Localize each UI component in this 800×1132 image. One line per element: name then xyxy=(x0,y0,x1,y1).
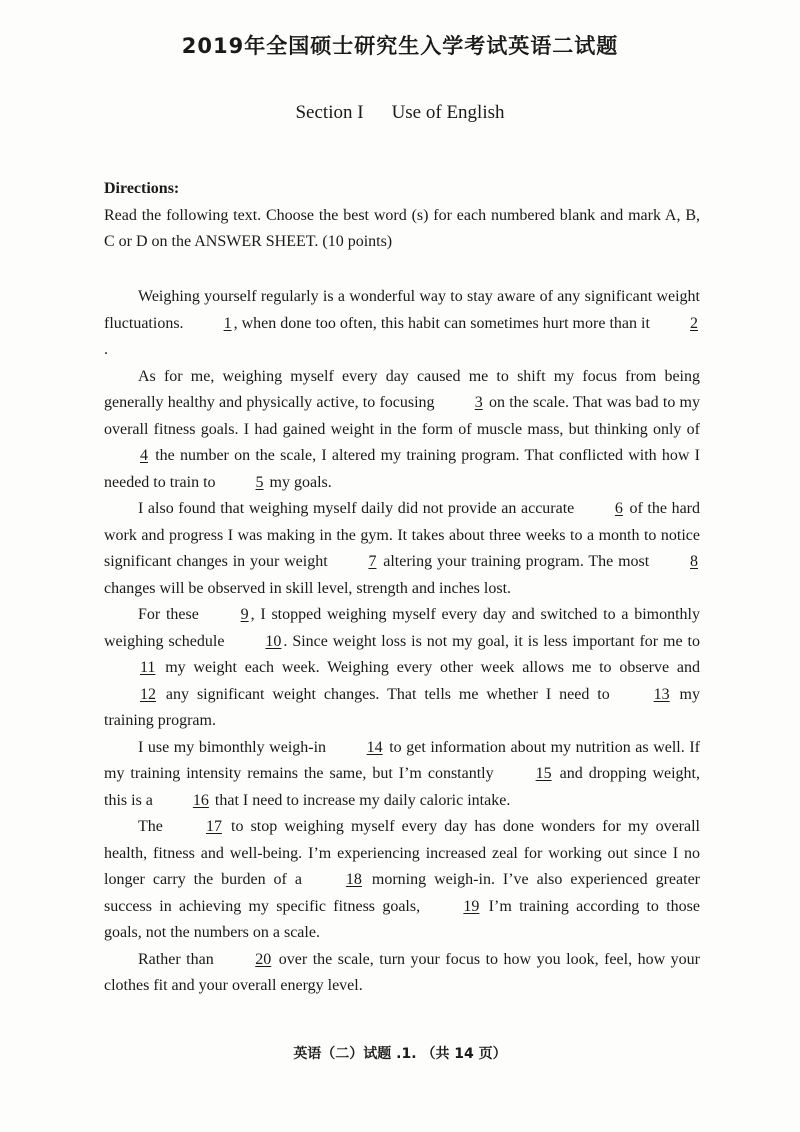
blank-8: 8 xyxy=(690,553,698,570)
blank-7: 7 xyxy=(368,553,377,570)
passage-text: . Since weight loss is not my goal, it is less important for me to xyxy=(283,632,700,650)
passage-text: the number on the scale, I altered my training program. That conflicted with how I needed to train to xyxy=(104,447,700,491)
passage-paragraph xyxy=(104,602,700,735)
blank-6: 6 xyxy=(614,500,623,517)
blank-15: 15 xyxy=(535,765,552,782)
passage-text: my weight each week. Weighing every other week allows me to observe and xyxy=(157,659,700,676)
blank-18: 18 xyxy=(345,871,362,888)
section-name: Use of English xyxy=(391,102,505,123)
passage-text: on the scale. That was bad to my overall fitness goals. I had gained weight in the form of muscle mass, but thinking only of xyxy=(104,394,700,438)
blank-11: 11 xyxy=(140,659,156,676)
passage-text: to stop weighing myself every day has done wonders for my overall health, fitness and well-being. I’m experiencing increased zeal for working out since I no longer carry the burden of a xyxy=(104,818,701,888)
passage-text: For these xyxy=(138,606,205,623)
blank-20: 20 xyxy=(255,950,272,968)
passage-text: I use my bimonthly weigh-in xyxy=(138,738,331,756)
cloze-passage xyxy=(104,284,700,1000)
passage-text: changes will be observed in skill level, strength and inches lost. xyxy=(104,579,512,597)
blank-10: 10 xyxy=(265,632,282,650)
passage-text: and dropping weight, this is a xyxy=(104,765,701,809)
directions-heading: Directions: xyxy=(104,180,180,197)
passage-text: I’m training according to those goals, not the numbers on a scale. xyxy=(104,897,700,941)
directions xyxy=(104,176,700,256)
passage-text: any significant weight changes. That tells me whether I need to xyxy=(158,685,618,703)
blank-3: 3 xyxy=(474,394,483,411)
directions-text: Read the following text. Choose the best word (s) for each numbered blank and mark A, B, C or D on the ANSWER SHEET. (10 points) xyxy=(104,206,700,250)
section-part: Section I xyxy=(295,102,364,123)
blank-5: 5 xyxy=(255,473,264,491)
blank-17: 17 xyxy=(205,818,222,835)
passage-text: of the hard work and progress I was making in the gym. It takes about three weeks to a month to notice significant changes in your weight xyxy=(104,500,701,570)
passage-text: my goals. xyxy=(265,473,332,491)
blank-2: 2 xyxy=(690,314,698,332)
passage-text: I also found that weighing myself daily did not provide an accurate xyxy=(138,500,579,517)
passage-text: to get information about my nutrition as well. If my training intensity remains the same, but I’m constantly xyxy=(104,738,700,782)
blank-16: 16 xyxy=(192,791,209,809)
passage-text: morning weigh-in. I’ve also experienced greater success in achieving my specific fitness goals, xyxy=(104,871,701,915)
blank-14: 14 xyxy=(366,738,383,756)
passage-text: Weighing yourself regularly is a wonderful way to stay aware of any significant weight fluctuations. xyxy=(104,288,700,332)
passage-paragraph xyxy=(104,364,700,497)
passage-text: The xyxy=(138,818,170,835)
passage-paragraph xyxy=(104,496,700,602)
passage-text: As for me, weighing myself every day caused me to shift my focus from being generally healthy and physically active, to focusing xyxy=(104,367,700,411)
passage-paragraph xyxy=(104,814,700,947)
passage-text: altering your training program. The most xyxy=(378,553,654,570)
passage-text: my training program. xyxy=(104,685,700,729)
passage-text: over the scale, turn your focus to how you look, feel, how your clothes fit and your overall energy level. xyxy=(104,950,700,994)
passage-paragraph xyxy=(104,947,700,1000)
page-footer: 英语（二）试题 .1. （共 14 页） xyxy=(293,1046,507,1062)
exam-title: 2019年全国硕士研究生入学考试英语二试题 xyxy=(181,34,619,58)
passage-paragraph xyxy=(104,284,700,364)
passage-text: Rather than xyxy=(138,950,220,968)
passage-paragraph xyxy=(104,735,700,815)
section-title xyxy=(0,102,800,124)
passage-text: , I stopped weighing myself every day and switched to a bimonthly weighing schedule xyxy=(104,606,700,650)
blank-13: 13 xyxy=(653,685,670,703)
blank-1: 1 xyxy=(223,314,232,332)
blank-12: 12 xyxy=(140,685,156,703)
blank-4: 4 xyxy=(140,447,148,464)
blank-9: 9 xyxy=(240,606,249,623)
passage-text: , when done too often, this habit can sometimes hurt more than it xyxy=(233,314,654,332)
passage-text: that I need to increase my daily caloric intake. xyxy=(210,791,511,809)
passage-text: . xyxy=(104,341,108,358)
blank-19: 19 xyxy=(463,897,480,915)
